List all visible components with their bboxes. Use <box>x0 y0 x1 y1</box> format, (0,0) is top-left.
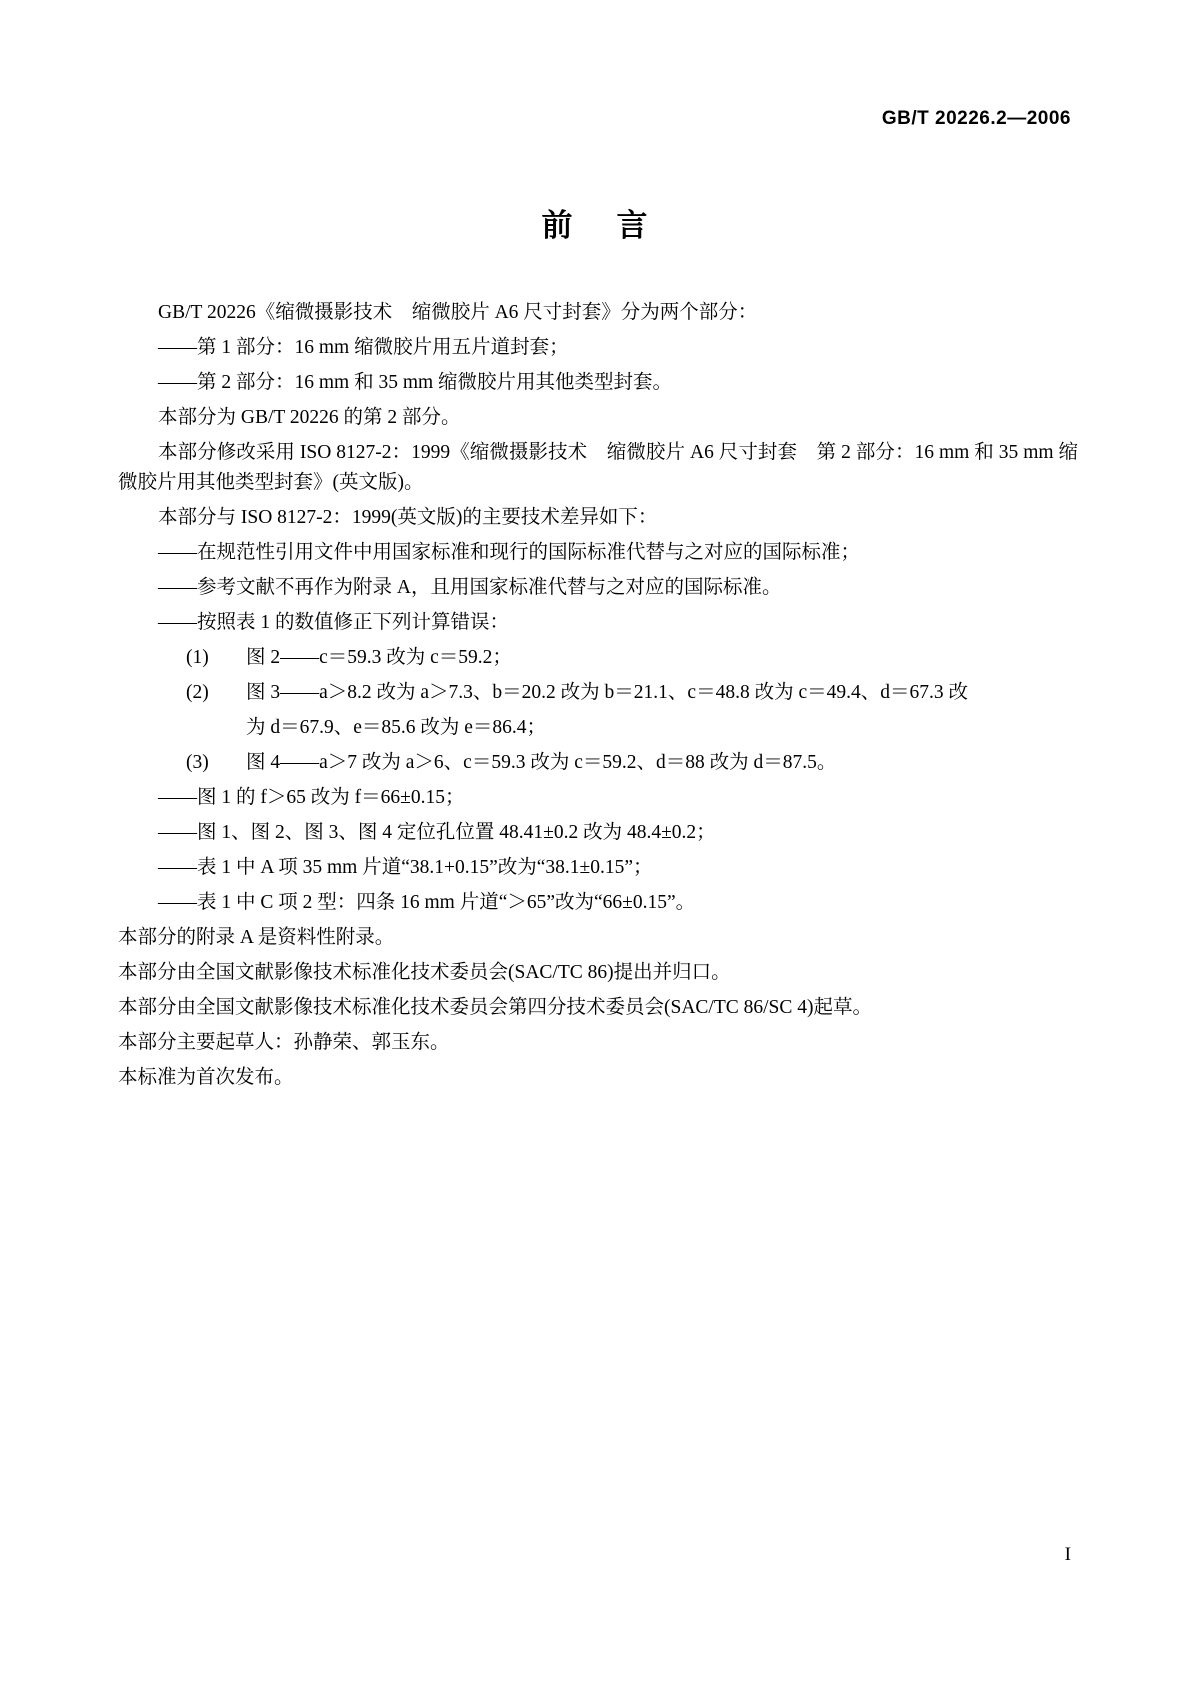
list-item-label: (2) <box>186 682 209 703</box>
page-title-left: 前 <box>541 208 575 244</box>
paragraph: 本部分为 GB/T 20226 的第 2 部分。 <box>158 407 461 428</box>
paragraph: 本部分与 ISO 8127-2：1999(英文版)的主要技术差异如下： <box>158 507 658 528</box>
list-item <box>118 643 1078 673</box>
page-number: I <box>1064 1544 1071 1565</box>
list-item <box>118 748 1078 778</box>
paragraph: ——表 1 中 A 项 35 mm 片道“38.1+0.15”改为“38.1±0.15”； <box>158 857 653 878</box>
paragraph: ——参考文献不再作为附录 A，且用国家标准代替与之对应的国际标准。 <box>158 577 782 598</box>
paragraph: 本部分修改采用 ISO 8127-2：1999《缩微摄影技术 缩微胶片 A6 尺寸封套 第 2 部分：16 mm 和 35 mm 缩微胶片用其他类型封套》(英文版)。 <box>118 442 1078 493</box>
paragraph: 本部分主要起草人：孙静荣、郭玉东。 <box>118 1032 450 1053</box>
paragraph: GB/T 20226《缩微摄影技术 缩微胶片 A6 尺寸封套》分为两个部分： <box>158 302 758 323</box>
page-title <box>0 200 1191 245</box>
paragraph: 本部分由全国文献影像技术标准化技术委员会(SAC/TC 86)提出并归口。 <box>118 962 731 983</box>
list-item-continuation: 为 d＝67.9、e＝85.6 改为 e＝86.4； <box>246 717 547 738</box>
paragraph: 本标准为首次发布。 <box>118 1067 294 1088</box>
paragraph: ——第 1 部分：16 mm 缩微胶片用五片道封套； <box>158 337 569 358</box>
paragraph: 本部分的附录 A 是资料性附录。 <box>118 927 395 948</box>
page-header-standard-code: GB/T 20226.2—2006 <box>881 108 1071 129</box>
list-item-label: (1) <box>186 647 209 668</box>
paragraph: ——图 1、图 2、图 3、图 4 定位孔位置 48.41±0.2 改为 48.4±0.2； <box>158 822 716 843</box>
paragraph: ——图 1 的 f＞65 改为 f＝66±0.15； <box>158 787 465 808</box>
paragraph: 本部分由全国文献影像技术标准化技术委员会第四分技术委员会(SAC/TC 86/SC 4)起草。 <box>118 997 873 1018</box>
page-title-right: 言 <box>616 208 650 244</box>
paragraph: ——表 1 中 C 项 2 型：四条 16 mm 片道“＞65”改为“66±0.15”。 <box>158 892 696 913</box>
list-item <box>118 678 1078 708</box>
list-item-text: 图 2——c＝59.3 改为 c＝59.2； <box>246 647 512 668</box>
foreword-body <box>118 298 1078 1098</box>
list-item-text: 图 3——a＞8.2 改为 a＞7.3、b＝20.2 改为 b＝21.1、c＝48.8 改为 c＝49.4、d＝67.3 改 <box>246 682 968 703</box>
paragraph: ——第 2 部分：16 mm 和 35 mm 缩微胶片用其他类型封套。 <box>158 372 673 393</box>
list-item-label: (3) <box>186 752 209 773</box>
paragraph: ——在规范性引用文件中用国家标准和现行的国际标准代替与之对应的国际标准； <box>158 542 861 563</box>
list-item-text: 图 4——a＞7 改为 a＞6、c＝59.3 改为 c＝59.2、d＝88 改为 d＝87.5。 <box>246 752 837 773</box>
paragraph: ——按照表 1 的数值修正下列计算错误： <box>158 612 510 633</box>
